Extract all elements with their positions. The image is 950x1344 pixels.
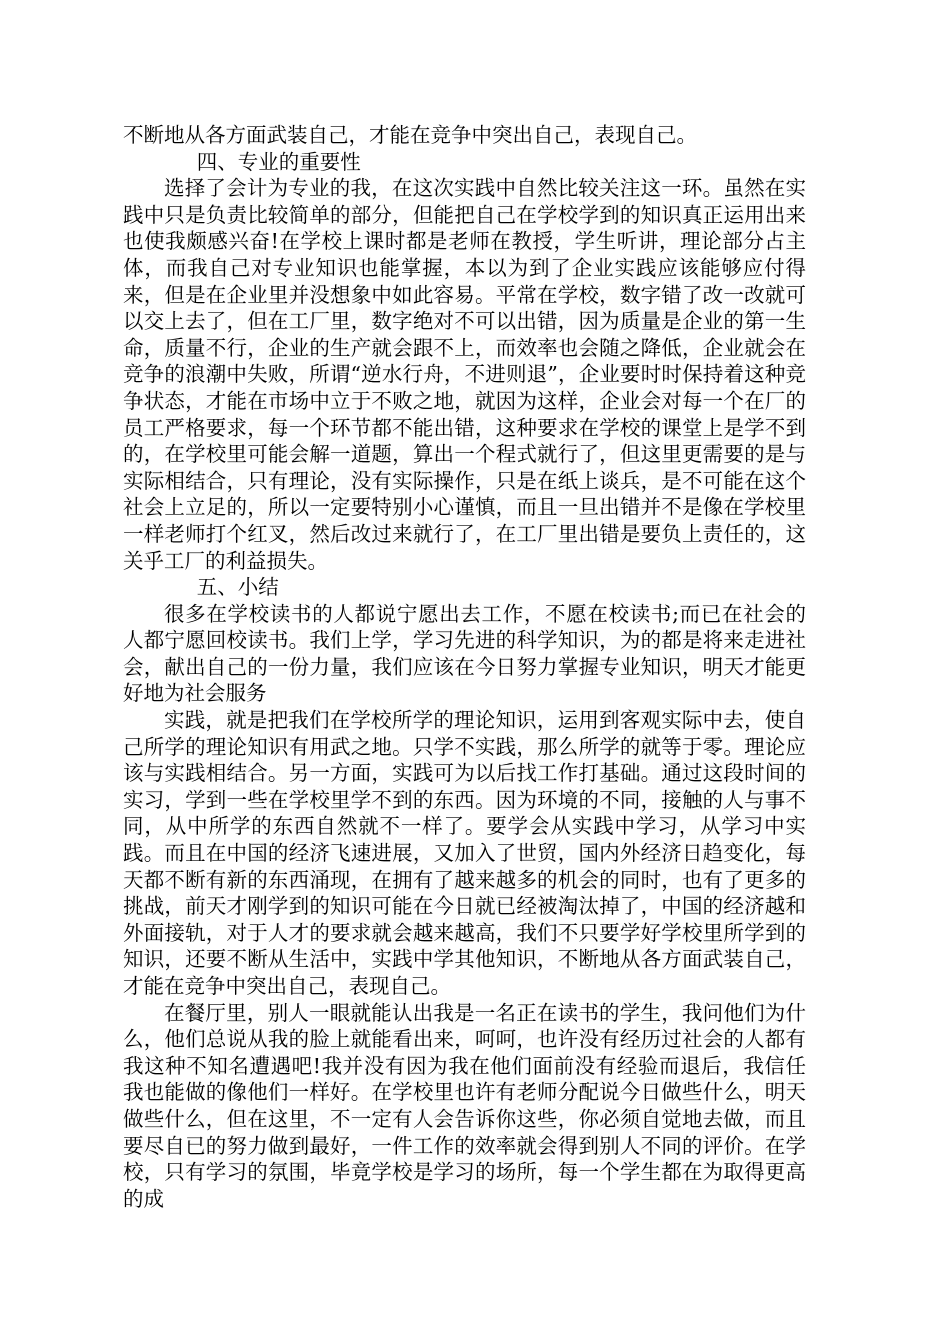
paragraph-major-importance: 选择了会计为专业的我，在这次实践中自然比较关注这一环。虽然在实践中只是负责比较简单的部分，但能把自己在学校学到的知识真正运用出来也使我颇感兴奋!在学校上课时都是老师在教授，学生听讲，理论部分占主体，而我自己对专业知识也能掌握，本以为到了企业实践应该能够应付得来，但是在企业里并没想象中如此容易。平常在学校，数字错了改一改就可以交上去了，但在工厂里，数字绝对不可以出错，因为质量是企业的第一生命，质量不行，企业的生产就会跟不上，而效率也会随之降低，企业就会在竞争的浪潮中失败，所谓“逆水行舟，不进则退”，企业要时时保持着这种竞争状态，才能在市场中立于不败之地，就因为这样，企业会对每一个在厂的员工严格要求，每一个环节都不能出错，这种要求在学校的课堂上是学不到的，在学校里可能会解一道题，算出一个程式就行了，但这里更需要的是与实际相结合，只有理论，没有实际操作，只是在纸上谈兵，是不可能在这个社会上立足的，所以一定要特别小心谨慎，而且一旦出错并不是像在学校里一样老师打个红叉，然后改过来就行了，在工厂里出错是要负上责任的，这关乎工厂的利益损失。 bbox=[123, 176, 806, 573]
section-heading-5: 五、小结 bbox=[196, 575, 279, 600]
paragraph-restaurant: 在餐厅里，别人一眼就能认出我是一名正在读书的学生，我问他们为什么，他们总说从我的脸上就能看出来，呵呵，也许没有经历过社会的人都有我这种不知名遭遇吧!我并没有因为我在他们面前没有经验而退后，我信任我也能做的像他们一样好。在学校里也许有老师分配说今日做些什么，明天做些什么，但在这里，不一定有人会告诉你这些，你必须自觉地去做，而且要尽自已的努力做到最好，一件工作的效率就会得到别人不同的评价。在学校，只有学习的氛围，毕竟学校是学习的场所，每一个学生都在为取得更高的成 bbox=[123, 1000, 806, 1211]
section-heading-4: 四、专业的重要性 bbox=[196, 149, 361, 174]
paragraph-practice: 实践，就是把我们在学校所学的理论知识，运用到客观实际中去，使自己所学的理论知识有用武之地。只学不实践，那么所学的就等于零。理论应该与实践相结合。另一方面，实践可为以后找工作打基础。通过这段时间的实习，学到一些在学校里学不到的东西。因为环境的不同，接触的人与事不同，从中所学的东西自然就不一样了。要学会从实践中学习，从学习中实践。而且在中国的经济飞速进展，又加入了世贸，国内外经济日趋变化，每天都不断有新的东西涌现，在拥有了越来越多的机会的同时，也有了更多的挑战，前天才刚学到的知识可能在今日就已经被淘汰掉了，中国的经济越和外面接轨，对于人才的要求就会越来越高，我们不只要学好学校里所学到的知识，还要不断从生活中，实践中学其他知识，不断地从各方面武装自己，才能在竞争中突出自己，表现自己。 bbox=[123, 708, 806, 998]
paragraph-summary-intro: 很多在学校读书的人都说宁愿出去工作，不愿在校读书;而已在社会的人都宁愿回校读书。我们上学，学习先进的科学知识，为的都是将来走进社会，献出自己的一份力量，我们应该在今日努力掌握专业知识，明天才能更好地为社会服务 bbox=[123, 601, 806, 706]
document-body bbox=[123, 122, 806, 1212]
paragraph-continuation: 不断地从各方面武装自己，才能在竞争中突出自己，表现自己。 bbox=[123, 123, 697, 147]
